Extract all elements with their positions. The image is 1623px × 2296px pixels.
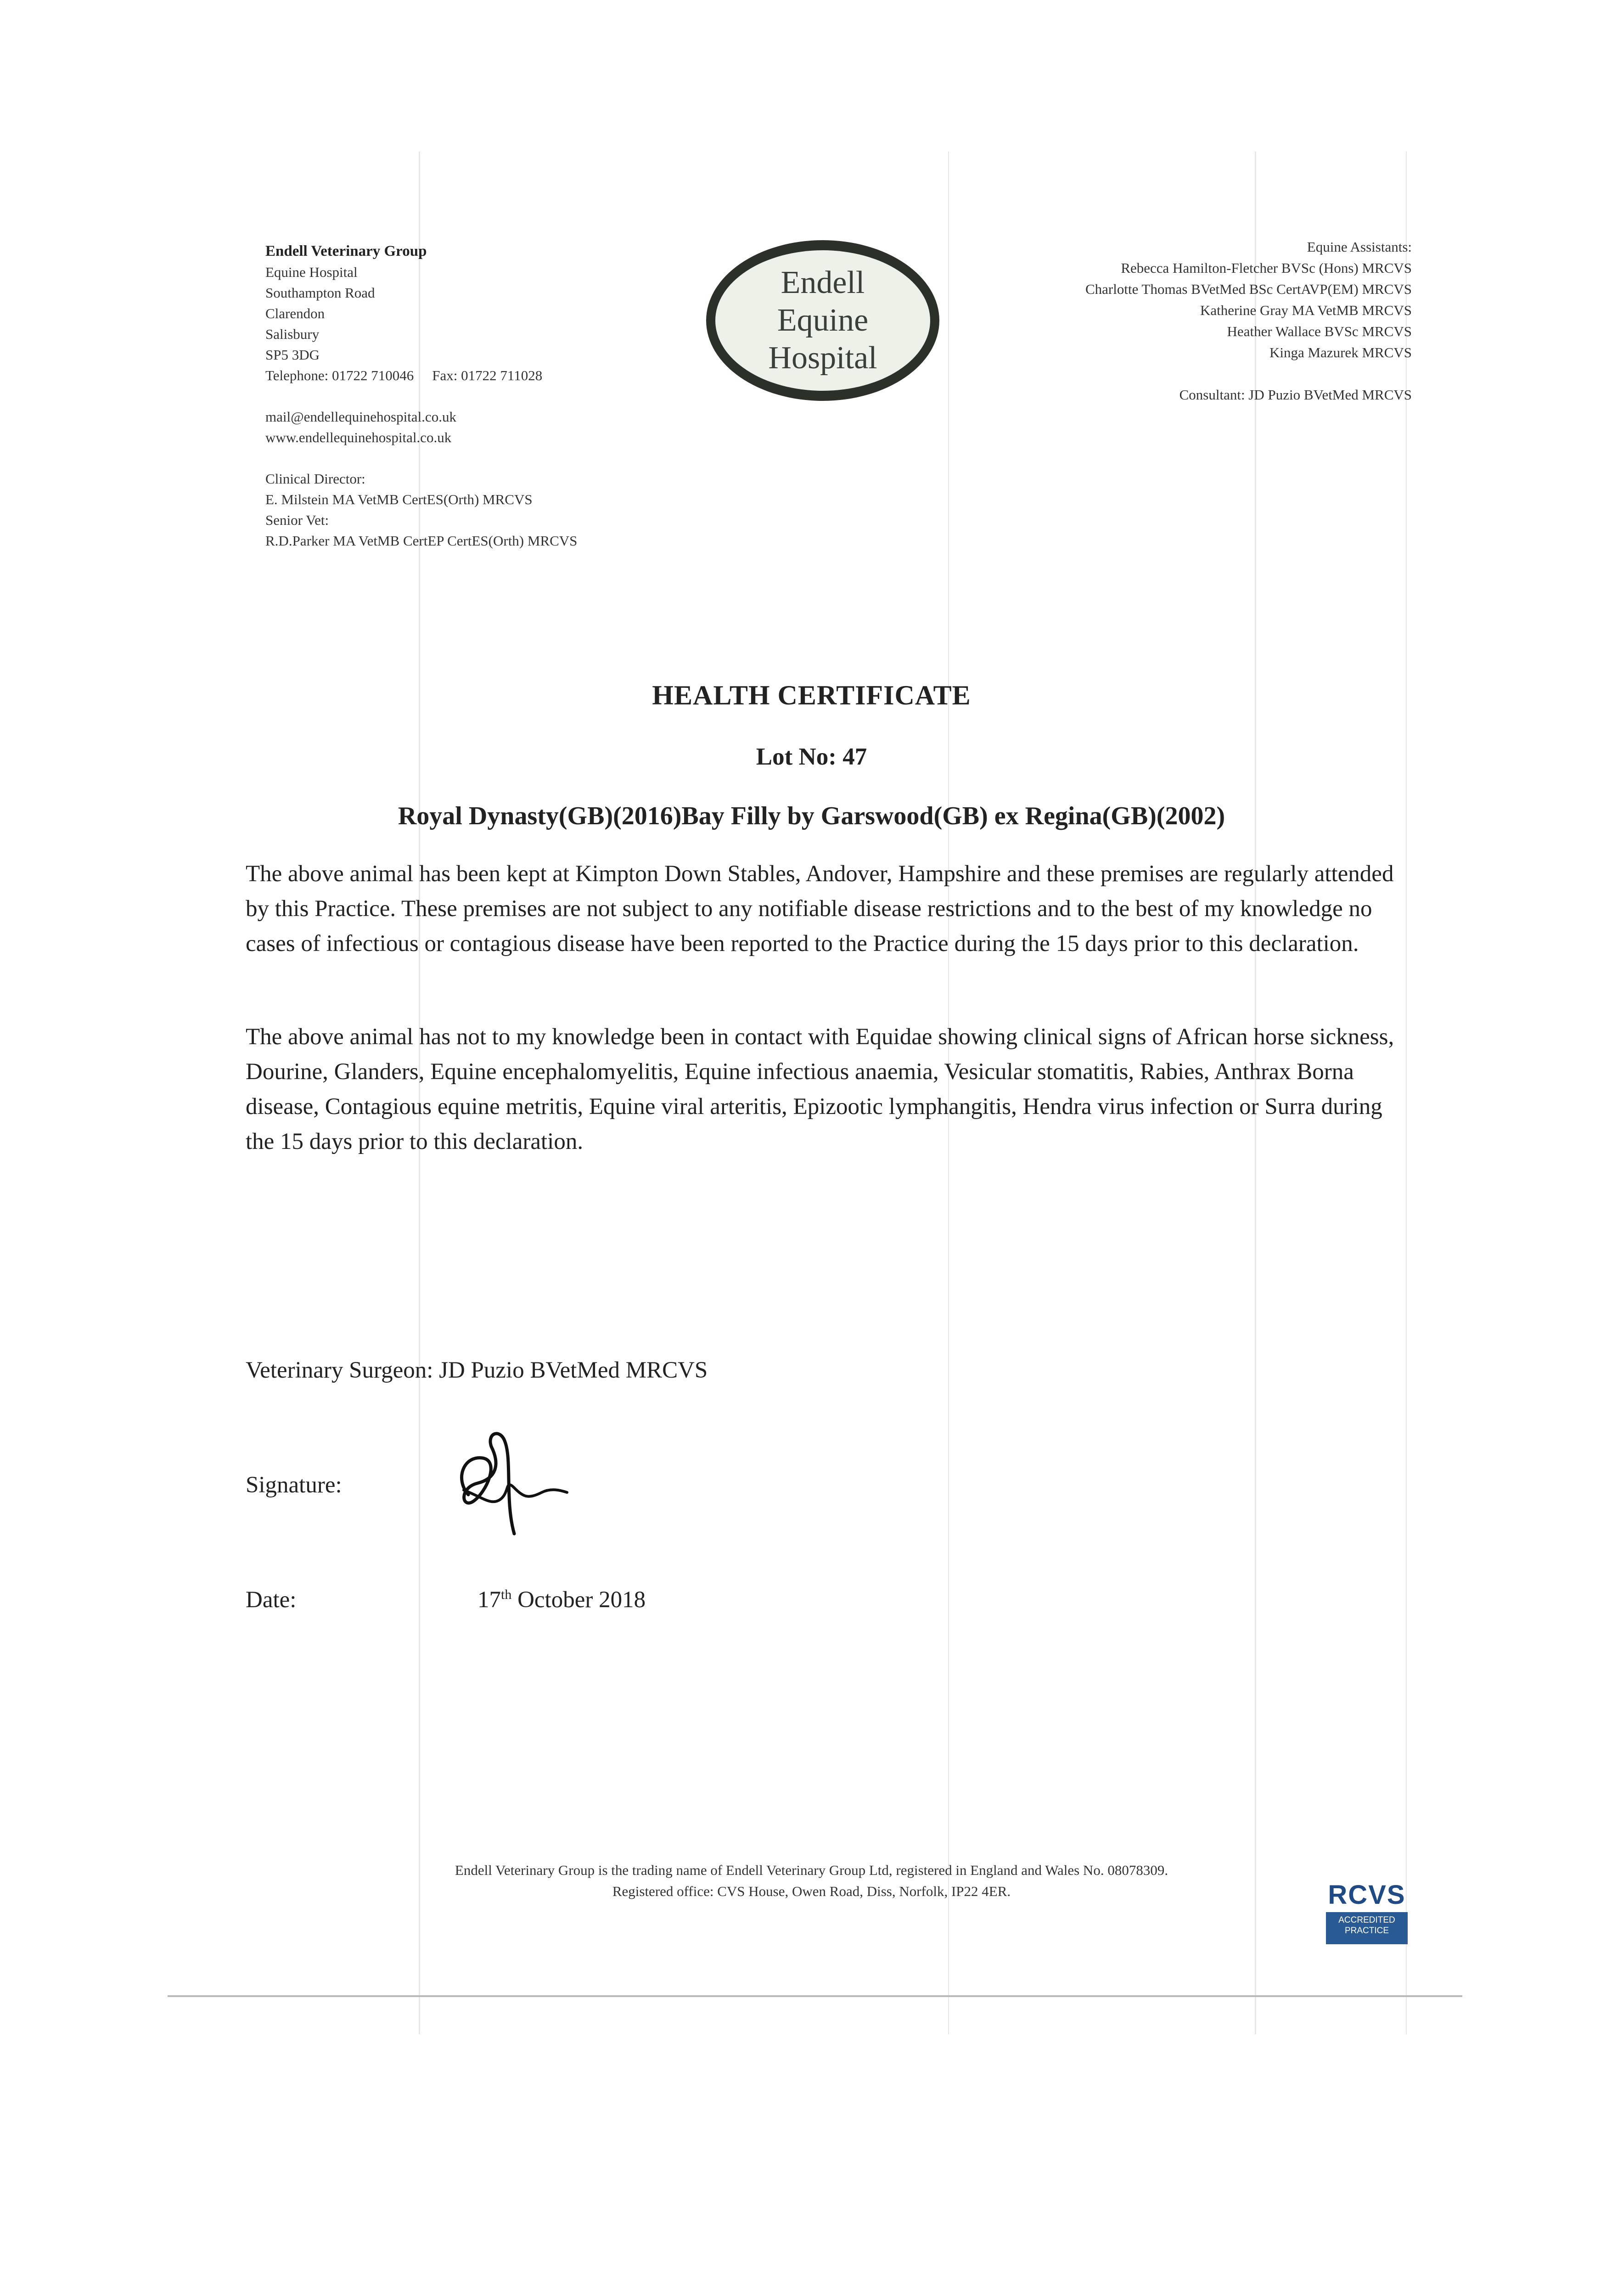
date-label: Date: xyxy=(246,1587,297,1613)
address-line: Southampton Road xyxy=(265,285,375,301)
telephone: Telephone: 01722 710046 xyxy=(265,367,414,383)
logo-text: Endell xyxy=(781,265,865,300)
assistant-name: Rebecca Hamilton-Fletcher BVSc (Hons) MRCVS xyxy=(1121,260,1412,276)
address-line: SP5 3DG xyxy=(265,347,320,363)
date-value: 17th October 2018 xyxy=(477,1587,646,1613)
signature-image xyxy=(436,1414,574,1543)
certificate-title: HEALTH CERTIFICATE xyxy=(652,680,971,710)
rcvs-logo-text: RCVS xyxy=(1328,1880,1406,1910)
footer-line: Registered office: CVS House, Owen Road, Diss, Norfolk, IP22 4ER. xyxy=(612,1883,1011,1899)
address-line: Clarendon xyxy=(265,305,325,321)
premises-paragraph: The above animal has been kept at Kimpton Down Stables, Andover, Hampshire and these premises are regularly attended by this Practice. These premises are not subject to any notifiable disease restrictions and to the best of my knowledge no cases of infectious or contagious disease have been reported to the Practice during the 15 days prior to this declaration. xyxy=(246,861,1394,957)
clinical-director: E. Milstein MA VetMB CertES(Orth) MRCVS xyxy=(265,491,533,507)
assistant-name: Katherine Gray MA VetMB MRCVS xyxy=(1200,302,1412,318)
assistant-name: Charlotte Thomas BVetMed BSc CertAVP(EM) MRCVS xyxy=(1085,281,1412,297)
senior-vet: R.D.Parker MA VetMB CertEP CertES(Orth) MRCVS xyxy=(265,533,578,549)
consultant: Consultant: JD Puzio BVetMed MRCVS xyxy=(1179,387,1412,403)
logo-text: Equine xyxy=(777,303,869,338)
rcvs-band: ACCREDITED PRACTICE xyxy=(1326,1912,1408,1944)
footer-line: Endell Veterinary Group is the trading name of Endell Veterinary Group Ltd, registered in England and Wales No. 08078309. xyxy=(455,1862,1168,1878)
contact-phone-fax xyxy=(265,365,577,386)
assistant-name: Kinga Mazurek MRCVS xyxy=(1269,344,1412,360)
rcvs-badge xyxy=(1326,1878,1408,1950)
org-name: Endell Veterinary Group xyxy=(265,243,427,259)
assistants-label: Equine Assistants: xyxy=(1307,239,1412,255)
clinical-director-label: Clinical Director: xyxy=(265,471,365,487)
email: mail@endellequinehospital.co.uk xyxy=(265,409,456,425)
page-bottom-rule xyxy=(168,1995,1462,1997)
website: www.endellequinehospital.co.uk xyxy=(265,429,452,445)
address-line: Salisbury xyxy=(265,326,320,342)
signature-label: Signature: xyxy=(246,1472,342,1498)
assistant-name: Heather Wallace BVSc MRCVS xyxy=(1227,323,1412,339)
logo-text: Hospital xyxy=(768,340,877,376)
hospital-logo xyxy=(706,240,939,401)
fax: Fax: 01722 711028 xyxy=(432,367,543,383)
senior-vet-label: Senior Vet: xyxy=(265,512,329,528)
staff-list xyxy=(1085,236,1412,405)
letterhead-address-block xyxy=(265,241,577,551)
veterinary-surgeon: Veterinary Surgeon: JD Puzio BVetMed MRCVS xyxy=(246,1357,708,1383)
address-line: Equine Hospital xyxy=(265,264,358,280)
contact-paragraph: The above animal has not to my knowledge been in contact with Equidae showing clinical signs of African horse sickness, Dourine, Glanders, Equine encephalomyelitis, Equine infectious anaemia, Vesicular stomatitis, Rabies, Anthrax Borna disease, Contagious equine metritis, Equine viral arteritis, Epizootic lymphangitis, Hendra virus infection or Surra during the 15 days prior to this declaration. xyxy=(246,1024,1394,1154)
lot-number: Lot No: 47 xyxy=(756,743,867,770)
animal-description: Royal Dynasty(GB)(2016)Bay Filly by Garswood(GB) ex Regina(GB)(2002) xyxy=(398,802,1225,830)
